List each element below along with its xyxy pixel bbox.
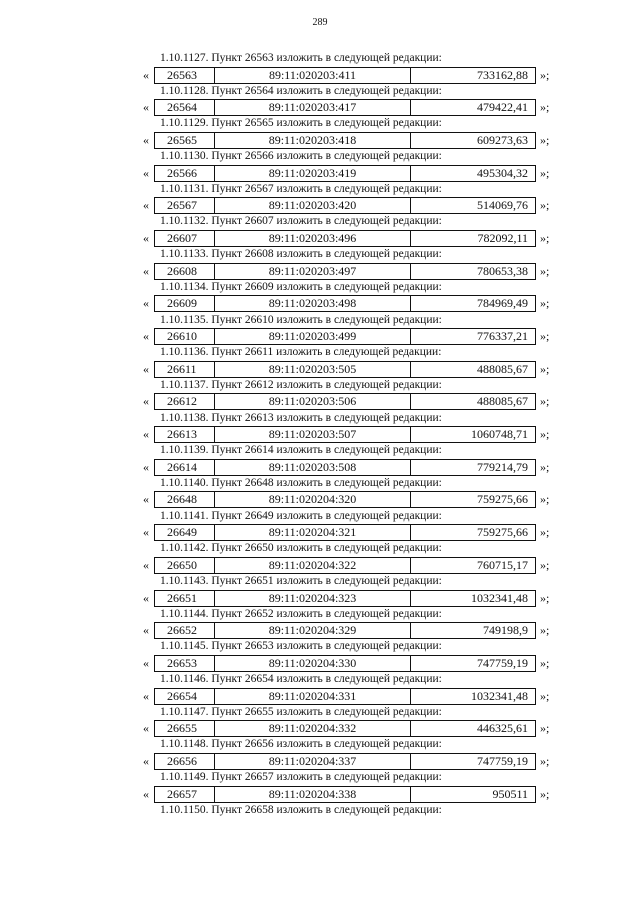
amendment-entry <box>0 182 640 215</box>
table-row-wrapper <box>0 361 640 378</box>
table-row-wrapper <box>0 753 640 770</box>
table-row <box>154 230 536 247</box>
item-number-cell: 26607 <box>155 231 215 246</box>
open-quote: « <box>143 165 149 180</box>
open-quote: « <box>143 688 149 703</box>
value-cell: 514069,76 <box>477 198 528 213</box>
close-quote: »; <box>540 525 550 540</box>
amendment-heading: 1.10.1140. Пункт 26648 изложить в следующей редакции: <box>160 476 442 489</box>
open-quote: « <box>143 263 149 278</box>
amendment-entry <box>0 247 640 280</box>
amendment-heading: 1.10.1131. Пункт 26567 изложить в следующей редакции: <box>160 182 442 195</box>
value-cell: 446325,61 <box>477 721 528 736</box>
open-quote: « <box>143 492 149 507</box>
value-cell: 759275,66 <box>477 492 528 507</box>
amendment-entry <box>0 737 640 770</box>
close-quote: »; <box>540 100 550 115</box>
item-number-cell: 26613 <box>155 427 215 442</box>
amendment-heading: 1.10.1137. Пункт 26612 изложить в следующей редакции: <box>160 378 442 391</box>
table-row <box>154 688 536 705</box>
item-number-cell: 26610 <box>155 329 215 344</box>
table-row-wrapper <box>0 67 640 84</box>
page-number: 289 <box>312 17 328 28</box>
close-quote: »; <box>540 623 550 638</box>
item-number-cell: 26657 <box>155 787 215 802</box>
cadastral-number-cell: 89:11:020204:321 <box>215 525 411 540</box>
open-quote: « <box>143 329 149 343</box>
item-number-cell: 26566 <box>155 166 215 181</box>
entries-list <box>0 51 640 803</box>
amendment-heading: 1.10.1127. Пункт 26563 изложить в следующей редакции: <box>160 52 442 64</box>
table-row-wrapper <box>0 230 640 247</box>
close-quote: »; <box>540 753 550 768</box>
amendment-entry <box>0 607 640 640</box>
amendment-entry <box>0 770 640 803</box>
cadastral-number-cell: 89:11:020204:329 <box>215 623 411 638</box>
item-number-cell: 26612 <box>155 394 215 409</box>
value-cell: 1032341,48 <box>471 590 528 605</box>
value-cell: 488085,67 <box>477 394 528 409</box>
table-row-wrapper <box>0 295 640 312</box>
item-number-cell: 26608 <box>155 264 215 279</box>
amendment-entry <box>0 476 640 509</box>
cadastral-number-cell: 89:11:020203:499 <box>215 329 411 344</box>
amendment-entry <box>0 509 640 542</box>
open-quote: « <box>143 67 149 82</box>
item-number-cell: 26611 <box>155 362 215 377</box>
item-number-cell: 26654 <box>155 689 215 704</box>
amendment-entry <box>0 705 640 738</box>
amendment-heading: 1.10.1129. Пункт 26565 изложить в следующей редакции: <box>160 117 442 130</box>
amendment-entry <box>0 345 640 378</box>
table-row-wrapper <box>0 786 640 803</box>
value-cell: 495304,32 <box>477 165 528 180</box>
value-cell: 782092,11 <box>477 230 528 245</box>
table-row <box>154 590 536 607</box>
amendment-heading: 1.10.1143. Пункт 26651 изложить в следующей редакции: <box>160 575 442 587</box>
table-row-wrapper <box>0 393 640 410</box>
cadastral-number-cell: 89:11:020204:332 <box>215 721 411 736</box>
amendment-heading: 1.10.1134. Пункт 26609 изложить в следующей редакции: <box>160 280 442 293</box>
table-row <box>154 720 536 737</box>
document-body <box>0 51 640 817</box>
amendment-entry <box>0 214 640 247</box>
table-row-wrapper <box>0 622 640 639</box>
close-quote: »; <box>540 67 550 82</box>
close-quote: »; <box>540 329 550 343</box>
cadastral-number-cell: 89:11:020203:506 <box>215 394 411 409</box>
amendment-heading: 1.10.1141. Пункт 26649 изложить в следующей редакции: <box>160 509 442 522</box>
table-row-wrapper <box>0 328 640 345</box>
close-quote: »; <box>540 230 550 245</box>
open-quote: « <box>143 721 149 736</box>
open-quote: « <box>143 786 149 801</box>
amendment-heading: 1.10.1147. Пункт 26655 изложить в следующей редакции: <box>160 705 442 718</box>
table-row <box>154 197 536 214</box>
table-row-wrapper <box>0 197 640 214</box>
value-cell: 747759,19 <box>477 655 528 670</box>
value-cell: 747759,19 <box>477 753 528 768</box>
close-quote: »; <box>540 394 550 409</box>
cadastral-number-cell: 89:11:020203:419 <box>215 166 411 181</box>
cadastral-number-cell: 89:11:020204:338 <box>215 787 411 802</box>
table-row <box>154 393 536 410</box>
open-quote: « <box>143 655 149 670</box>
table-row-wrapper <box>0 688 640 705</box>
value-cell: 760715,17 <box>477 557 528 572</box>
amendment-entry <box>0 51 640 84</box>
cadastral-number-cell: 89:11:020203:497 <box>215 264 411 279</box>
item-number-cell: 26564 <box>155 100 215 115</box>
value-cell: 950511 <box>492 786 528 801</box>
table-row <box>154 426 536 443</box>
value-cell: 488085,67 <box>477 361 528 376</box>
open-quote: « <box>143 427 149 442</box>
table-row-wrapper <box>0 99 640 116</box>
close-quote: »; <box>540 786 550 801</box>
table-row-wrapper <box>0 655 640 672</box>
close-quote: »; <box>540 557 550 572</box>
value-cell: 1032341,48 <box>471 688 528 703</box>
cadastral-number-cell: 89:11:020203:505 <box>215 362 411 377</box>
amendment-entry <box>0 639 640 672</box>
cadastral-number-cell: 89:11:020203:420 <box>215 198 411 213</box>
cadastral-number-cell: 89:11:020203:417 <box>215 100 411 115</box>
value-cell: 784969,49 <box>477 296 528 311</box>
open-quote: « <box>143 361 149 376</box>
cadastral-number-cell: 89:11:020203:411 <box>215 68 411 83</box>
close-quote: »; <box>540 427 550 442</box>
table-row-wrapper <box>0 459 640 476</box>
amendment-heading: 1.10.1149. Пункт 26657 изложить в следующей редакции: <box>160 771 442 784</box>
open-quote: « <box>143 557 149 572</box>
table-row-wrapper <box>0 263 640 280</box>
amendment-heading: 1.10.1139. Пункт 26614 изложить в следующей редакции: <box>160 444 442 457</box>
open-quote: « <box>143 100 149 115</box>
close-quote: »; <box>540 132 550 147</box>
open-quote: « <box>143 525 149 540</box>
amendment-entry <box>0 280 640 313</box>
close-quote: »; <box>540 361 550 376</box>
table-row <box>154 132 536 149</box>
item-number-cell: 26652 <box>155 623 215 638</box>
close-quote: »; <box>540 198 550 213</box>
open-quote: « <box>143 459 149 474</box>
open-quote: « <box>143 590 149 605</box>
item-number-cell: 26653 <box>155 656 215 671</box>
open-quote: « <box>143 296 149 311</box>
table-row <box>154 786 536 803</box>
item-number-cell: 26649 <box>155 525 215 540</box>
table-row-wrapper <box>0 557 640 574</box>
cadastral-number-cell: 89:11:020204:330 <box>215 656 411 671</box>
close-quote: »; <box>540 688 550 703</box>
cadastral-number-cell: 89:11:020204:322 <box>215 558 411 573</box>
amendment-heading: 1.10.1128. Пункт 26564 изложить в следующей редакции: <box>160 84 442 97</box>
table-row <box>154 557 536 574</box>
item-number-cell: 26567 <box>155 198 215 213</box>
close-quote: »; <box>540 721 550 736</box>
close-quote: »; <box>540 492 550 507</box>
item-number-cell: 26614 <box>155 460 215 475</box>
table-row <box>154 295 536 312</box>
item-number-cell: 26655 <box>155 721 215 736</box>
amendment-entry <box>0 411 640 444</box>
table-row-wrapper <box>0 524 640 541</box>
amendment-heading: 1.10.1145. Пункт 26653 изложить в следующей редакции: <box>160 640 442 653</box>
value-cell: 776337,21 <box>477 329 528 343</box>
value-cell: 609273,63 <box>477 132 528 147</box>
amendment-heading: 1.10.1135. Пункт 26610 изложить в следующей редакции: <box>160 313 442 326</box>
table-row <box>154 328 536 345</box>
value-cell: 759275,66 <box>477 525 528 540</box>
cadastral-number-cell: 89:11:020204:323 <box>215 591 411 606</box>
amendment-entry <box>0 84 640 117</box>
value-cell: 733162,88 <box>477 67 528 82</box>
cadastral-number-cell: 89:11:020203:498 <box>215 296 411 311</box>
table-row <box>154 67 536 84</box>
value-cell: 1060748,71 <box>471 427 528 442</box>
amendment-entry <box>0 149 640 182</box>
table-row <box>154 361 536 378</box>
cadastral-number-cell: 89:11:020204:337 <box>215 754 411 769</box>
open-quote: « <box>143 394 149 409</box>
amendment-entry <box>0 574 640 607</box>
value-cell: 749198,9 <box>483 623 528 638</box>
table-row <box>154 263 536 280</box>
item-number-cell: 26650 <box>155 558 215 573</box>
table-row <box>154 165 536 182</box>
open-quote: « <box>143 753 149 768</box>
amendment-entry <box>0 116 640 149</box>
amendment-heading: 1.10.1146. Пункт 26654 изложить в следующей редакции: <box>160 673 442 686</box>
amendment-heading: 1.10.1130. Пункт 26566 изложить в следующей редакции: <box>160 150 442 163</box>
close-quote: »; <box>540 459 550 474</box>
table-row <box>154 99 536 116</box>
value-cell: 779214,79 <box>477 459 528 474</box>
item-number-cell: 26565 <box>155 133 215 148</box>
open-quote: « <box>143 198 149 213</box>
amendment-heading: 1.10.1138. Пункт 26613 изложить в следующей редакции: <box>160 411 442 424</box>
close-quote: »; <box>540 296 550 311</box>
table-row <box>154 491 536 508</box>
cadastral-number-cell: 89:11:020204:331 <box>215 689 411 704</box>
amendment-heading: 1.10.1144. Пункт 26652 изложить в следующей редакции: <box>160 607 442 620</box>
item-number-cell: 26563 <box>155 68 215 83</box>
amendment-entry <box>0 313 640 346</box>
final-heading: 1.10.1150. Пункт 26658 изложить в следующей редакции: <box>160 804 442 817</box>
cadastral-number-cell: 89:11:020203:508 <box>215 460 411 475</box>
close-quote: »; <box>540 590 550 605</box>
close-quote: »; <box>540 165 550 180</box>
table-row-wrapper <box>0 165 640 182</box>
cadastral-number-cell: 89:11:020204:320 <box>215 492 411 507</box>
value-cell: 479422,41 <box>477 100 528 115</box>
open-quote: « <box>143 132 149 147</box>
cadastral-number-cell: 89:11:020203:496 <box>215 231 411 246</box>
close-quote: »; <box>540 263 550 278</box>
amendment-entry <box>0 443 640 476</box>
table-row <box>154 655 536 672</box>
item-number-cell: 26656 <box>155 754 215 769</box>
table-row <box>154 753 536 770</box>
table-row-wrapper <box>0 132 640 149</box>
table-row <box>154 622 536 639</box>
close-quote: »; <box>540 655 550 670</box>
cadastral-number-cell: 89:11:020203:418 <box>215 133 411 148</box>
table-row-wrapper <box>0 590 640 607</box>
item-number-cell: 26651 <box>155 591 215 606</box>
item-number-cell: 26609 <box>155 296 215 311</box>
value-cell: 780653,38 <box>477 263 528 278</box>
amendment-heading: 1.10.1133. Пункт 26608 изложить в следующей редакции: <box>160 248 442 261</box>
table-row-wrapper <box>0 720 640 737</box>
amendment-entry <box>0 672 640 705</box>
item-number-cell: 26648 <box>155 492 215 507</box>
table-row-wrapper <box>0 426 640 443</box>
open-quote: « <box>143 230 149 245</box>
table-row <box>154 459 536 476</box>
open-quote: « <box>143 623 149 638</box>
amendment-entry <box>0 378 640 411</box>
amendment-entry <box>0 541 640 574</box>
table-row-wrapper <box>0 491 640 508</box>
table-row <box>154 524 536 541</box>
amendment-heading: 1.10.1136. Пункт 26611 изложить в следующей редакции: <box>160 346 442 359</box>
cadastral-number-cell: 89:11:020203:507 <box>215 427 411 442</box>
amendment-heading: 1.10.1142. Пункт 26650 изложить в следующей редакции: <box>160 542 442 555</box>
amendment-heading: 1.10.1132. Пункт 26607 изложить в следующей редакции: <box>160 215 442 228</box>
amendment-heading: 1.10.1148. Пункт 26656 изложить в следующей редакции: <box>160 738 442 751</box>
